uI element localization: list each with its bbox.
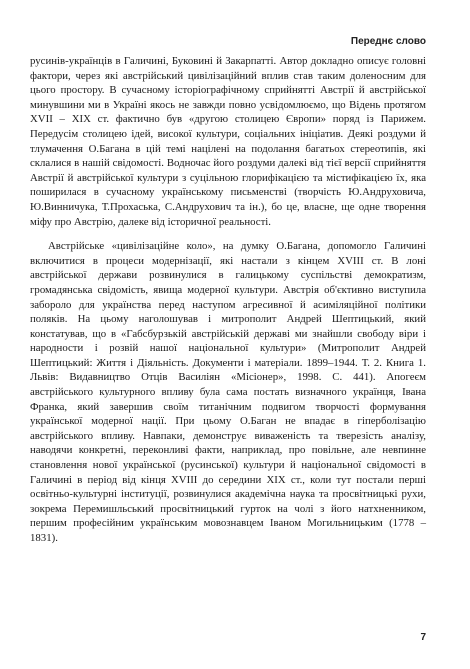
page-body [30,54,426,546]
running-header: Переднє слово [350,36,426,47]
paragraph-2: Австрійське «цивілізаційне коло», на думку О.Багана, допомогло Галичині включитися в процеси модернізації, які настали з кінцем XVIII ст. В лоні австрійської держави розвинулися в галицькому суспільстві демократизм, громадянська свідомість, явища модерної культури. Австрія об'єктивно виступила забороло для українства перед наступом агресивної й асиміляційної політики поляків. На цьому наголошував і митрополит Андрей Шептицький, який констатував, що в «Габсбурзькій австрійській державі ми знайшли свободу віри і народности і розвій нашої національної культури» (Митрополит Андрей Шептицький: Життя і Діяльність. Документи і матеріали. 1899–1944. Т. 2. Книга 1. Львів: Видавництво Отців Василіян «Місіонер», 1998. С. 441). Апогеєм австрійського культурного впливу була сама постать визначного українця, Івана Франка, який завершив своїм титанічним подвигом творчості формування української модерної нації. При цьому О.Баган не впадає в гіперболізацію австрійського впливу. Навпаки, демонструє виваженість та тверезість аналізу, наводячи конкретні, переконливі факти, наприклад, про повільне, але невпинне становлення нової української (русинської) культури й національної свідомості в Галичині в період від кінця XVIII до середини XIX ст., коли тут постали перші освітньо-культурні інституції, розвинулися академічна наука та просвітницькі рухи, зокрема Перемишльський просвітницький гурток на чолі з його натхненником, першим професійним українським мовознавцем Іваном Могильницьким (1778 – 1831). [30,240,426,544]
paragraph-1: русинів-українців в Галичині, Буковині й Закарпатті. Автор докладно описує головні фактори, через які австрійський цивілізаційний вплив став таким доленосним для цього простору. В сучасному історіографічному сприйнятті Австрії й австрійської минувшини ми в Україні якось не завжди повно усвідомлюємо, що Відень протягом XVII – XIX ст. фактично був «другою столицею Європи» поряд із Парижем. Передусім столицею ідей, високої культури, соціальних ініціатив. Деякі роздуми й тлумачення О.Багана в цій темі націлені на подолання багатьох стереотипів, які склалися в нашій свідомості. Водночас його роздуми далекі від тієї версії сприйняття Австрії й австрійської культури з суцільною глорифікацією та містифікацією їх, яка поширилася в сучасному українському письменстві (творчість Ю.Андруховича, Ю.Винничука, Т.Прохаська, С.Андрухович та ін.), бо це, власне, ще одне творення міфу про Австрію, далеке від історичної реальності. [30,55,426,228]
paragraph-gap [30,229,426,239]
page-number: 7 [420,632,426,643]
